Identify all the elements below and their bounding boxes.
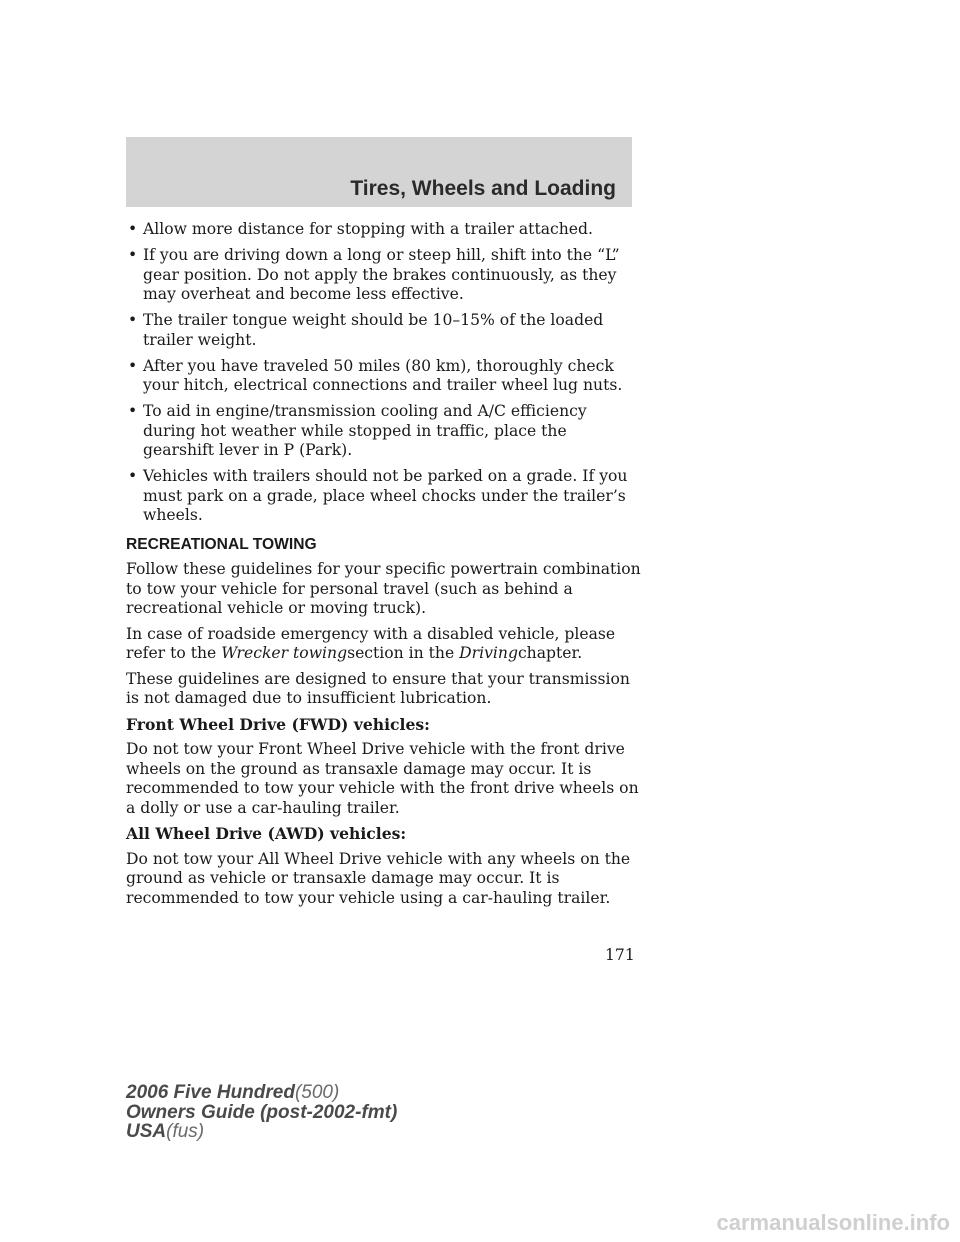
list-item [126, 467, 642, 526]
list-item-text: Allow more distance for stopping with a trailer attached. [143, 220, 593, 238]
intro-paragraph: Follow these guidelines for your specific powertrain combination to tow your vehicle for personal travel (such as behind a recreational vehicle or moving truck). [126, 560, 641, 617]
document-footer [126, 1083, 397, 1142]
footer-model-code: (500) [294, 1082, 340, 1103]
list-item [126, 220, 642, 240]
guidelines-paragraph: These guidelines are designed to ensure that your transmission is not damaged due to insufficient lubrication. [126, 669, 630, 707]
list-item-text: Vehicles with trailers should not be parked on a grade. If you must park on a grade, place wheel chocks under the trailer’s wheels. [143, 467, 628, 524]
bullet-icon: • [128, 356, 138, 375]
emergency-text-before: In case of roadside emergency with a disabled vehicle, please refer to the [126, 624, 616, 662]
list-item [126, 246, 642, 305]
list-item [126, 357, 642, 396]
fwd-subheading: Front Wheel Drive (FWD) vehicles: [126, 714, 430, 734]
bullet-icon: • [128, 467, 138, 485]
emergency-paragraph [126, 625, 642, 664]
list-item-text: To aid in engine/transmission cooling and A/C efficiency during hot weather while stopped in traffic, place the gearshift lever in P (Park). [143, 402, 587, 459]
chapter-title: Tires, Wheels and Loading [350, 177, 616, 200]
footer-market-code: (fus) [166, 1121, 205, 1142]
footer-line-1 [126, 1083, 397, 1103]
bullet-icon: • [128, 220, 138, 238]
driving-chapter-reference: Driving [459, 644, 518, 662]
footer-line-2 [126, 1103, 397, 1123]
bullet-icon: • [128, 246, 138, 264]
emergency-text-after: chapter. [517, 644, 583, 662]
awd-paragraph: Do not tow your All Wheel Drive vehicle with any wheels on the ground as vehicle or transaxle damage may occur. It is recommended to tow your vehicle using a car-hauling trailer. [126, 849, 631, 907]
footer-market: USA [126, 1121, 167, 1142]
list-item-text: The trailer tongue weight should be 10–15% of the loaded trailer weight. [143, 311, 604, 349]
watermark: carmanualsonline.info [716, 1210, 950, 1235]
footer-line-3 [126, 1122, 397, 1142]
trailer-tips-list [126, 220, 642, 526]
wrecker-towing-reference: Wrecker towing [221, 644, 348, 662]
section-heading: RECREATIONAL TOWING [126, 535, 317, 553]
bullet-icon: • [128, 402, 138, 420]
emergency-text-middle: section in the [347, 644, 460, 662]
bullet-icon: • [128, 311, 138, 329]
page-content [126, 220, 642, 914]
list-item-text: After you have traveled 50 miles (80 km), thoroughly check your hitch, electrical connections and trailer wheel lug nuts. [143, 356, 623, 394]
page-number: 171 [605, 946, 635, 964]
list-item-text: If you are driving down a long or steep hill, shift into the “L” gear position. Do not apply the brakes continuously, as they may overheat and become less effective. [143, 246, 620, 303]
list-item [126, 402, 642, 461]
footer-model: 2006 Five Hundred [126, 1082, 295, 1103]
awd-subheading: All Wheel Drive (AWD) vehicles: [126, 824, 407, 843]
fwd-paragraph: Do not tow your Front Wheel Drive vehicle with the front drive wheels on the ground as transaxle damage may occur. It is recommended to tow your vehicle with the front drive wheels on a dolly or use a car-hauling trailer. [126, 740, 639, 817]
footer-guide-format: Owners Guide (post-2002-fmt) [126, 1101, 398, 1123]
chapter-header-band [126, 137, 632, 207]
list-item [126, 311, 642, 350]
